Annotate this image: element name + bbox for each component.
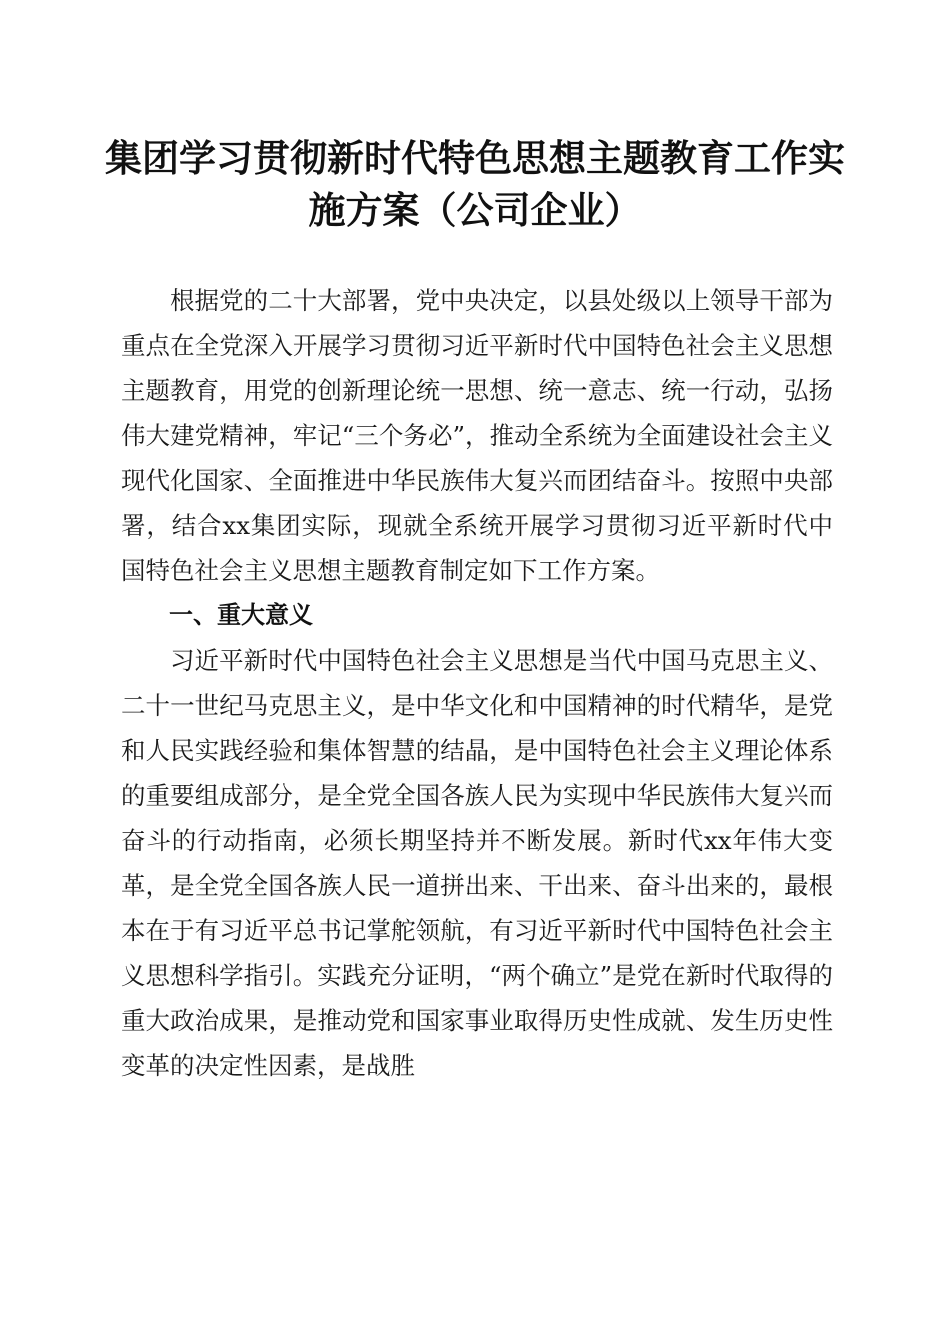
intro-paragraph: 根据党的二十大部署，党中央决定，以县处级以上领导干部为重点在全党深入开展学习贯彻习近平新时代中国特色社会主义思想主题教育，用党的创新理论统一思想、统一意志、统一行动，弘扬伟大建党精神，牢记“三个务必”，推动全系统为全面建设社会主义现代化国家、全面推进中华民族伟大复兴而团结奋斗。按照中央部署，结合xx集团实际，现就全系统开展学习贯彻习近平新时代中国特色社会主义思想主题教育制定如下工作方案。 (121, 286, 833, 585)
section-heading: 一、重大意义 (169, 601, 313, 629)
section-paragraph: 习近平新时代中国特色社会主义思想是当代中国马克思主义、二十一世纪马克思主义，是中华文化和中国精神的时代精华，是党和人民实践经验和集体智慧的结晶，是中国特色社会主义理论体系的重要组成部分，是全党全国各族人民为实现中华民族伟大复兴而奋斗的行动指南，必须长期坚持并不断发展。新时代xx年伟大变革，是全党全国各族人民一道拼出来、干出来、奋斗出来的，最根本在于有习近平总书记掌舵领航，有习近平新时代中国特色社会主义思想科学指引。实践充分证明，“两个确立”是党在新时代取得的重大政治成果，是推动党和国家事业取得历史性成就、发生历史性变革的决定性因素，是战胜 (121, 646, 833, 1080)
document-title: 集团学习贯彻新时代特色思想主题教育工作实施方案（公司企业） (105, 136, 845, 232)
document-body (121, 278, 833, 1088)
